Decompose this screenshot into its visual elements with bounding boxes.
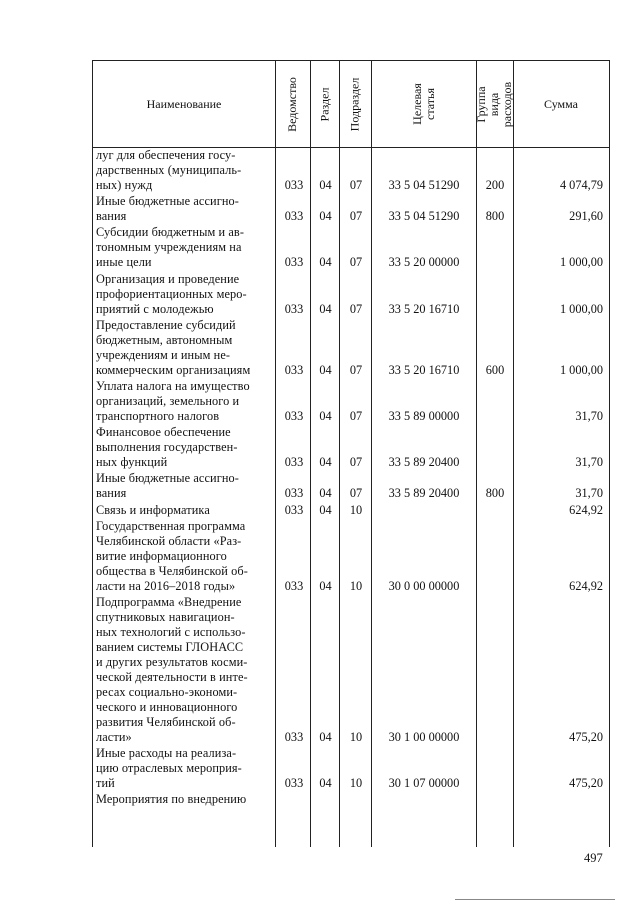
- row-name-line: Организация и проведение: [96, 271, 240, 286]
- celevaya-cell: 33 5 89 00000: [388, 409, 460, 423]
- row-name: [96, 272, 272, 317]
- row-name-line: ласти на 2016–2018 годы»: [96, 578, 236, 593]
- celevaya-cell: 33 5 20 16710: [388, 301, 460, 316]
- row-name-line: Челябинской области «Раз-: [96, 533, 242, 548]
- summa-cell: 475,20: [569, 730, 603, 744]
- row-name-line: ных) нужд: [96, 178, 153, 192]
- header-vedomstvo: Ведомство: [285, 76, 300, 132]
- celevaya-cell: 30 0 00 00000: [388, 578, 460, 593]
- row-name-line: цию отраслевых мероприя-: [96, 761, 242, 776]
- table-row: [93, 379, 609, 424]
- row-name-line: спутниковых навигацион-: [96, 610, 235, 624]
- podrazdel-cell: 07: [349, 209, 363, 224]
- podrazdel-cell: 10: [349, 730, 363, 744]
- vedomstvo-cell: 033: [284, 255, 304, 270]
- celevaya-cell: 30 1 07 00000: [388, 776, 460, 791]
- row-name-line: развития Челябинской об-: [96, 715, 236, 729]
- row-name-line: Государственная программа: [96, 518, 246, 533]
- row-name-line: Подпрограмма «Внедрение: [96, 595, 242, 609]
- budget-table: [92, 60, 610, 847]
- summa-cell: 624,92: [569, 578, 603, 593]
- podrazdel-cell: 10: [349, 578, 363, 593]
- summa-cell: 624,92: [569, 502, 603, 517]
- podrazdel-cell: 10: [349, 502, 363, 517]
- razdel-cell: 04: [319, 502, 332, 517]
- row-name-line: Иные бюджетные ассигно-: [96, 194, 239, 209]
- gruppa-cell: 800: [485, 486, 505, 501]
- podrazdel-cell: 07: [349, 362, 363, 377]
- podrazdel-cell: 10: [349, 776, 363, 791]
- summa-cell: 31,70: [575, 409, 603, 423]
- row-name: [96, 318, 272, 378]
- razdel-cell: 04: [319, 178, 332, 192]
- row-name-line: бюджетным, автономным: [96, 332, 233, 347]
- razdel-cell: 04: [319, 255, 332, 270]
- celevaya-cell: 33 5 89 20400: [388, 455, 460, 470]
- vedomstvo-cell: 033: [284, 178, 304, 192]
- razdel-cell: 04: [319, 730, 332, 744]
- row-name-line: вания: [96, 209, 127, 224]
- row-name-line: выполнения государствен-: [96, 440, 238, 455]
- row-name-line: луг для обеспечения госу-: [96, 148, 236, 162]
- vedomstvo-cell: 033: [284, 362, 304, 377]
- row-name: [96, 792, 272, 807]
- celevaya-cell: 33 5 20 00000: [388, 255, 460, 270]
- header-name: Наименование: [146, 96, 222, 111]
- row-name-line: профориентационных меро-: [96, 286, 247, 301]
- row-name-line: ресах социально-экономи-: [96, 685, 238, 699]
- row-name-line: приятий с молодежью: [96, 301, 214, 316]
- row-name: [96, 225, 272, 270]
- row-name-line: Мероприятия по внедрению: [96, 792, 247, 807]
- row-name: [96, 471, 272, 501]
- row-name-line: коммерческим организациям: [96, 362, 251, 377]
- page-number: 497: [584, 851, 603, 865]
- row-name-line: Субсидии бюджетным и ав-: [96, 225, 245, 240]
- row-name-line: ческого и инновационного: [96, 700, 238, 714]
- summa-cell: 1 000,00: [559, 301, 603, 316]
- row-name-line: и других результатов косми-: [96, 655, 248, 669]
- summa-cell: 291,60: [569, 209, 603, 224]
- gruppa-cell: 800: [485, 209, 505, 224]
- table-row: [93, 225, 609, 270]
- row-name-line: Иные расходы на реализа-: [96, 746, 237, 761]
- summa-cell: 31,70: [575, 486, 603, 501]
- summa-cell: 1 000,00: [559, 255, 603, 270]
- footer-divider: [455, 899, 615, 900]
- row-name: [96, 379, 272, 424]
- vedomstvo-cell: 033: [284, 578, 304, 593]
- table-row: [93, 148, 609, 193]
- row-name-line: транспортного налогов: [96, 409, 220, 423]
- row-name-line: вания: [96, 486, 127, 501]
- podrazdel-cell: 07: [349, 178, 363, 192]
- celevaya-cell: 33 5 04 51290: [388, 209, 460, 224]
- podrazdel-cell: 07: [349, 255, 363, 270]
- row-name: [96, 148, 272, 193]
- celevaya-cell: 33 5 89 20400: [388, 486, 460, 501]
- row-name-line: Уплата налога на имущество: [96, 379, 250, 393]
- table-row: [93, 595, 609, 745]
- podrazdel-cell: 07: [349, 409, 363, 423]
- row-name-line: ласти»: [96, 730, 132, 744]
- gruppa-cell: 200: [485, 178, 505, 192]
- row-name-line: учреждениям и иным не-: [96, 347, 231, 362]
- header-razdel: Раздел: [317, 87, 332, 121]
- table-row: [93, 519, 609, 594]
- table-row: [93, 792, 609, 807]
- vedomstvo-cell: 033: [284, 409, 304, 423]
- vedomstvo-cell: 033: [284, 486, 304, 501]
- row-name-line: ванием системы ГЛОНАСС: [96, 640, 244, 654]
- row-name-line: дарственных (муниципаль-: [96, 163, 242, 177]
- row-name-line: иные цели: [96, 255, 152, 270]
- row-name-line: Иные бюджетные ассигно-: [96, 471, 239, 486]
- razdel-cell: 04: [319, 455, 332, 470]
- vedomstvo-cell: 033: [284, 776, 304, 791]
- row-name-line: Связь и информатика: [96, 502, 210, 517]
- celevaya-cell: 33 5 04 51290: [388, 178, 460, 192]
- row-name: [96, 503, 272, 518]
- row-name-line: организаций, земельного и: [96, 394, 240, 408]
- podrazdel-cell: 07: [349, 301, 363, 316]
- celevaya-cell: 33 5 20 16710: [388, 362, 460, 377]
- row-name-line: тий: [96, 776, 115, 791]
- table-row: [93, 272, 609, 317]
- row-name-line: витие информационного: [96, 548, 227, 563]
- summa-cell: 1 000,00: [559, 362, 603, 377]
- vedomstvo-cell: 033: [284, 730, 304, 744]
- row-name-line: общества в Челябинской об-: [96, 563, 248, 578]
- vedomstvo-cell: 033: [284, 455, 304, 470]
- header-gruppa: Группа вида расходов: [474, 81, 514, 127]
- table-row: [93, 471, 609, 501]
- row-name-line: ных технологий с использо-: [96, 625, 246, 639]
- summa-cell: 31,70: [575, 455, 603, 470]
- razdel-cell: 04: [319, 486, 332, 501]
- row-name-line: Финансовое обеспечение: [96, 425, 231, 440]
- row-name: [96, 194, 272, 224]
- row-name-line: тономным учреждениям на: [96, 240, 242, 255]
- row-name-line: ных функций: [96, 455, 168, 470]
- row-name: [96, 519, 272, 594]
- table-row: [93, 746, 609, 791]
- row-name-line: Предоставление субсидий: [96, 317, 236, 332]
- podrazdel-cell: 07: [349, 455, 363, 470]
- razdel-cell: 04: [319, 362, 332, 377]
- summa-cell: 4 074,79: [559, 178, 603, 192]
- table-row: [93, 194, 609, 224]
- vedomstvo-cell: 033: [284, 502, 304, 517]
- razdel-cell: 04: [319, 409, 332, 423]
- row-name: [96, 746, 272, 791]
- celevaya-cell: 30 1 00 00000: [388, 730, 460, 744]
- header-celevaya: Целевая статья: [409, 83, 437, 125]
- header-podrazdel: Подраздел: [347, 77, 362, 131]
- row-name: [96, 425, 272, 470]
- razdel-cell: 04: [319, 209, 332, 224]
- summa-cell: 475,20: [569, 776, 603, 791]
- razdel-cell: 04: [319, 301, 332, 316]
- table-row: [93, 425, 609, 470]
- header-summa: Сумма: [544, 96, 578, 111]
- podrazdel-cell: 07: [349, 486, 363, 501]
- gruppa-cell: 600: [485, 362, 505, 377]
- table-row: [93, 318, 609, 378]
- vedomstvo-cell: 033: [284, 301, 304, 316]
- razdel-cell: 04: [319, 776, 332, 791]
- table-row: [93, 503, 609, 518]
- vedomstvo-cell: 033: [284, 209, 304, 224]
- row-name: [96, 595, 272, 745]
- row-name-line: ческой деятельности в инте-: [96, 670, 248, 684]
- razdel-cell: 04: [319, 578, 332, 593]
